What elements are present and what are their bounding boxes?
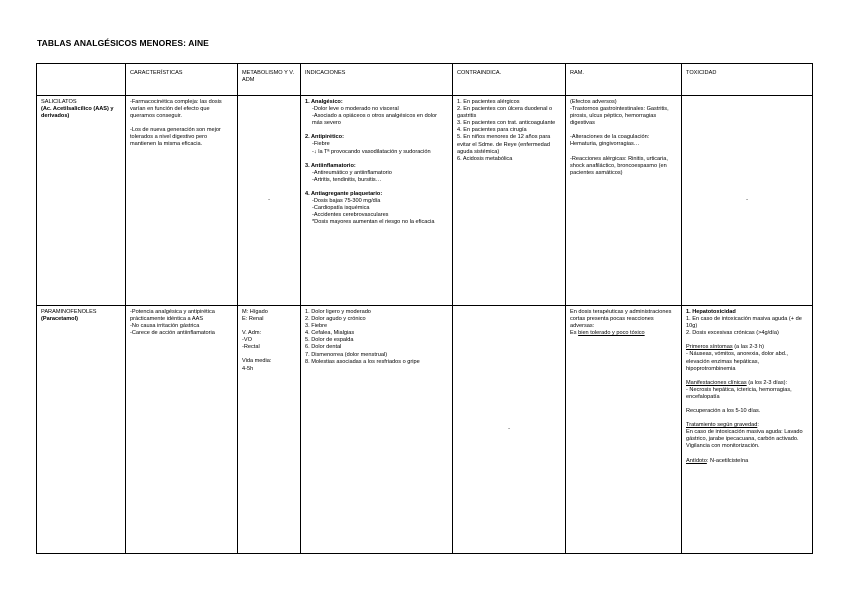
header-indicaciones: INDICACIONES — [301, 64, 453, 96]
tox-subsection — [686, 380, 808, 387]
tox-subheading-tail: : N-acetilcisteína — [706, 457, 749, 464]
cell-ram — [566, 306, 682, 554]
tox-heading: 1. Hepatotoxicidad — [686, 309, 736, 315]
contra-item: 4. En pacientes para cirugía — [457, 127, 527, 134]
metab-text: 4-5h — [242, 365, 254, 372]
table-row-paraminofenoles — [37, 306, 813, 554]
cell-contraindicaciones — [453, 96, 566, 306]
header-contraindicaciones: CONTRAINDICA. — [453, 64, 566, 96]
caract-text: -Potencia analgésica y antipirética prácticamente idéntica a AAS — [130, 309, 215, 323]
tox-subheading: Antídoto — [686, 457, 707, 464]
tox-text: - Náuseas, vómitos, anorexia, dolor abd., elevación enzimas hepáticas, hipoprotrombinemia — [686, 351, 788, 372]
tox-subheading-tail: (a los 2-3 días): — [746, 379, 788, 386]
indication-item: -Cardiopatía isquémica — [312, 205, 370, 212]
indication-item: 7. Dismenorrea (dolor menstrual) — [305, 351, 388, 358]
tox-text: Recuperación a los 5-10 días. — [686, 408, 761, 415]
tox-subheading: Primeros síntomas — [686, 344, 733, 351]
table-row-salicilatos — [37, 96, 813, 306]
tox-subheading: Tratamiento según gravedad — [686, 422, 758, 429]
cell-caracteristicas — [126, 96, 238, 306]
tox-text: - Necrosis hepática, ictericia, hemorragias, encefalopatía — [686, 386, 792, 400]
page-title: TABLAS ANALGÉSICOS MENORES: AINE — [37, 38, 209, 48]
tox-subsection — [686, 458, 808, 465]
indication-item: -Accidentes cerebrovasculares — [312, 212, 389, 219]
indication-item: *Dosis mayores aumentan el riesgo no la eficacia — [312, 219, 435, 226]
indication-item: -Dosis bajas 75-300 mg/día — [312, 198, 381, 205]
aine-table — [36, 63, 813, 554]
tox-subheading: Manifestaciones clínicas — [686, 379, 747, 386]
cell-metabolismo: - — [238, 96, 301, 306]
ram-prefix: Es — [570, 330, 579, 337]
indication-item: -Antireumático y antiinflamatorio — [312, 169, 392, 176]
indication-item: -↓ la Tª provocando vasodilatación y sudoración — [312, 148, 431, 155]
ram-text: -Trastornos gastrointestinales: Gastritis, pirosis, ulcus péptico, hemorragias digestivas — [570, 106, 669, 127]
contra-item: 2. En pacientes con úlcera duodenal o gastritis — [457, 106, 553, 120]
indication-item: 3. Fiebre — [305, 323, 328, 330]
cell-indicaciones — [301, 306, 453, 554]
cell-toxicidad: - — [682, 96, 813, 306]
ram-text: -Alteraciones de la coagulación: Hematuria, gingivorragias… — [570, 134, 650, 148]
cell-contraindicaciones: - — [453, 306, 566, 554]
metab-text: Vida media: — [242, 358, 272, 365]
ram-text: En dosis terapéuticas y administraciones cortas presenta pocas reacciones adversas: — [570, 309, 672, 330]
indication-item: 5. Dolor de espalda — [305, 337, 354, 344]
indication-item: -Fiebre — [312, 141, 330, 148]
header-caracteristicas: CARACTERÍSTICAS — [126, 64, 238, 96]
contra-item: 1. En pacientes alérgicos — [457, 99, 520, 105]
caract-text: -Farmacocinética compleja: las dosis varían en función del efecto que queramos conseguir. — [130, 99, 222, 120]
ram-text — [570, 330, 677, 337]
ram-text: -Reacciones alérgicas: Rinitis, urticaria, shock anafiláctico, broncoespasmo (en pacientes asmáticos) — [570, 155, 668, 176]
tox-subsection — [686, 422, 808, 429]
caract-text: -Carece de acción antiinflamatoria — [130, 330, 215, 337]
header-toxicidad: TOXICIDAD — [682, 64, 813, 96]
metab-text: -Rectal — [242, 344, 260, 351]
indication-heading: 1. Analgésico: — [305, 99, 343, 105]
contra-item: 6. Acidosis metabólica — [457, 155, 513, 162]
cell-metabolismo — [238, 306, 301, 554]
indication-item: -Asociado a opiáceos o otros analgésicos en dolor más severo — [312, 113, 438, 127]
metab-text: -VO — [242, 337, 252, 344]
indication-heading: 4. Antiagregante plaquetario: — [305, 190, 383, 197]
indication-item: -Artritis, tendinitis, bursitis… — [312, 176, 382, 183]
metab-text: V. Adm: — [242, 330, 262, 337]
tox-text: 2. Dosis excesivas crónicas (>4g/día) — [686, 330, 779, 337]
cell-caracteristicas — [126, 306, 238, 554]
contra-item: 3. En pacientes con trat. anticoagulante — [457, 120, 556, 127]
metab-text: E: Renal — [242, 316, 264, 323]
ram-underlined: bien tolerado y poco tóxico — [578, 330, 645, 337]
drug-group-subtitle: (Paracetamol) — [41, 316, 78, 323]
metab-text: M: Hígado — [242, 309, 268, 315]
drug-group-name: PARAMINOFENOLES — [41, 309, 97, 315]
ram-text: (Efectos adversos) — [570, 99, 617, 105]
indication-heading: 2. Antipirético: — [305, 134, 344, 141]
header-empty — [37, 64, 126, 96]
caract-text: -Los de nueva generación son mejor tolerados a nivel digestivo pero mantienen la misma eficacia. — [130, 127, 221, 148]
header-metabolismo: METABOLISMO Y V. ADM — [238, 64, 301, 96]
header-row — [37, 64, 813, 96]
drug-group-subtitle: (Ac. Acetilsalicílico (AAS) y derivados) — [41, 106, 114, 120]
indication-item: -Dolor leve o moderado no visceral — [312, 106, 399, 113]
cell-ram — [566, 96, 682, 306]
indication-heading: 3. Antiinflamatorio: — [305, 162, 356, 169]
drug-group-name: SALICILATOS — [41, 99, 77, 105]
cell-indicaciones — [301, 96, 453, 306]
tox-text: En caso de intoxicación masiva aguda: Lavado gástrico, jarabe ipecacuana, carbón activado. Vigilancia con monitorización. — [686, 429, 803, 450]
indication-item: 1. Dolor ligero y moderado — [305, 309, 371, 315]
header-ram: RAM. — [566, 64, 682, 96]
cell-name — [37, 96, 126, 306]
tox-subsection — [686, 344, 808, 351]
indication-item: 8. Molestias asociadas a los resfriados o gripe — [305, 358, 420, 365]
indication-item: 2. Dolor agudo y crónico — [305, 316, 366, 323]
contra-item: 5. En niños menores de 12 años para evitar el Sdme. de Reye (enfermedad aguda sistémica) — [457, 134, 551, 155]
cell-name — [37, 306, 126, 554]
cell-toxicidad — [682, 306, 813, 554]
tox-subheading-tail: : — [757, 422, 759, 429]
caract-text: -No causa irritación gástrica — [130, 323, 200, 330]
tox-subheading-tail: (a las 2-3 h) — [732, 344, 765, 351]
tox-text: 1. En caso de intoxicación masiva aguda (+ de 10g) — [686, 316, 802, 330]
indication-item: 4. Cefalea, Mialgias — [305, 330, 355, 337]
indication-item: 6. Dolor dental — [305, 344, 342, 351]
